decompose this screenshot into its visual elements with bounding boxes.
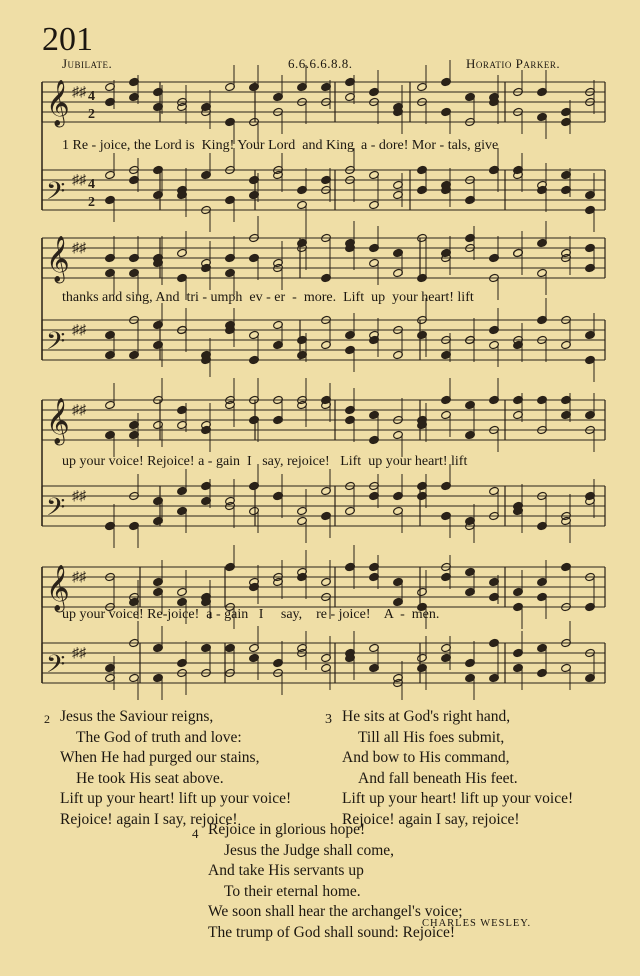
verse-line: And bow to His command, (342, 749, 510, 766)
verse-number: 4 (192, 826, 199, 841)
time-signature: 2 (88, 107, 95, 122)
time-signature: 4 (88, 177, 95, 192)
lyric-line-2: thanks and sing, And tri - umph ev - er - more. Lift up your heart! lift (62, 290, 474, 305)
verse-line: He took His seat above. (76, 769, 224, 787)
bass-clef: 𝄢 (46, 494, 66, 527)
time-signature: 4 (88, 89, 95, 104)
lyric-line-4: up your voice! Re-joice! a - gain I say, re - joice! A - men. (62, 607, 440, 622)
composer: Horatio Parker. (466, 56, 561, 71)
treble-clef: 𝄞 (46, 398, 70, 443)
treble-clef: 𝄞 (46, 80, 70, 125)
bass-clef: 𝄢 (46, 178, 66, 211)
key-signature-sharps: ♯♯ (72, 85, 86, 100)
verse-line: And fall beneath His feet. (358, 769, 518, 787)
bass-clef: 𝄢 (46, 651, 66, 684)
bass-clef: 𝄢 (46, 328, 66, 361)
meter: 6.6.6.6.8.8. (288, 56, 353, 71)
verse-3 (342, 707, 573, 830)
verse-line: Till all His foes submit, (358, 728, 505, 746)
verse-number: 2 (44, 712, 50, 726)
lyric-line-1: 1 Re - joice, the Lord is King! Your Lord and King a - dore! Mor - tals, give (62, 138, 499, 153)
author: CHARLES WESLEY. (422, 918, 532, 929)
verse-line: Jesus the Saviour reigns, (60, 708, 214, 725)
verse-line: Lift up your heart! lift up your voice! (60, 790, 292, 807)
verse-line: When He had purged our stains, (60, 749, 260, 766)
time-signature: 2 (88, 195, 95, 210)
tune-name: Jubilate. (62, 56, 113, 71)
lyric-line-3: up your voice! Rejoice! a - gain I say, rejoice! Lift up your heart! lift (62, 454, 468, 469)
verse-line: Rejoice in glorious hope! (208, 821, 366, 838)
verse-number: 3 (325, 712, 332, 727)
verse-line: He sits at God's right hand, (342, 708, 511, 725)
key-signature-sharps: ♯♯ (72, 241, 86, 256)
key-signature-sharps: ♯♯ (72, 570, 86, 585)
verse-line: Jesus the Judge shall come, (224, 841, 395, 859)
key-signature-sharps: ♯♯ (72, 173, 86, 188)
verse-line: To their eternal home. (224, 882, 361, 900)
verse-line: We soon shall hear the archangel's voice; (208, 903, 463, 920)
verse-line: Rejoice! again I say, rejoice! (60, 810, 238, 828)
verse-line: The God of truth and love: (76, 728, 242, 746)
hymn-number: 201 (42, 21, 93, 58)
key-signature-sharps: ♯♯ (72, 489, 86, 504)
verse-line: The trump of God shall sound: Rejoice! (208, 923, 456, 941)
treble-clef: 𝄞 (46, 565, 70, 610)
verse-line: Rejoice! again I say, rejoice! (342, 810, 520, 828)
key-signature-sharps: ♯♯ (72, 646, 86, 661)
key-signature-sharps: ♯♯ (72, 323, 86, 338)
treble-clef: 𝄞 (46, 236, 70, 281)
verse-line: Lift up your heart! lift up your voice! (342, 790, 574, 807)
key-signature-sharps: ♯♯ (72, 403, 86, 418)
verse-line: And take His servants up (208, 862, 364, 879)
verse-2 (60, 707, 291, 830)
